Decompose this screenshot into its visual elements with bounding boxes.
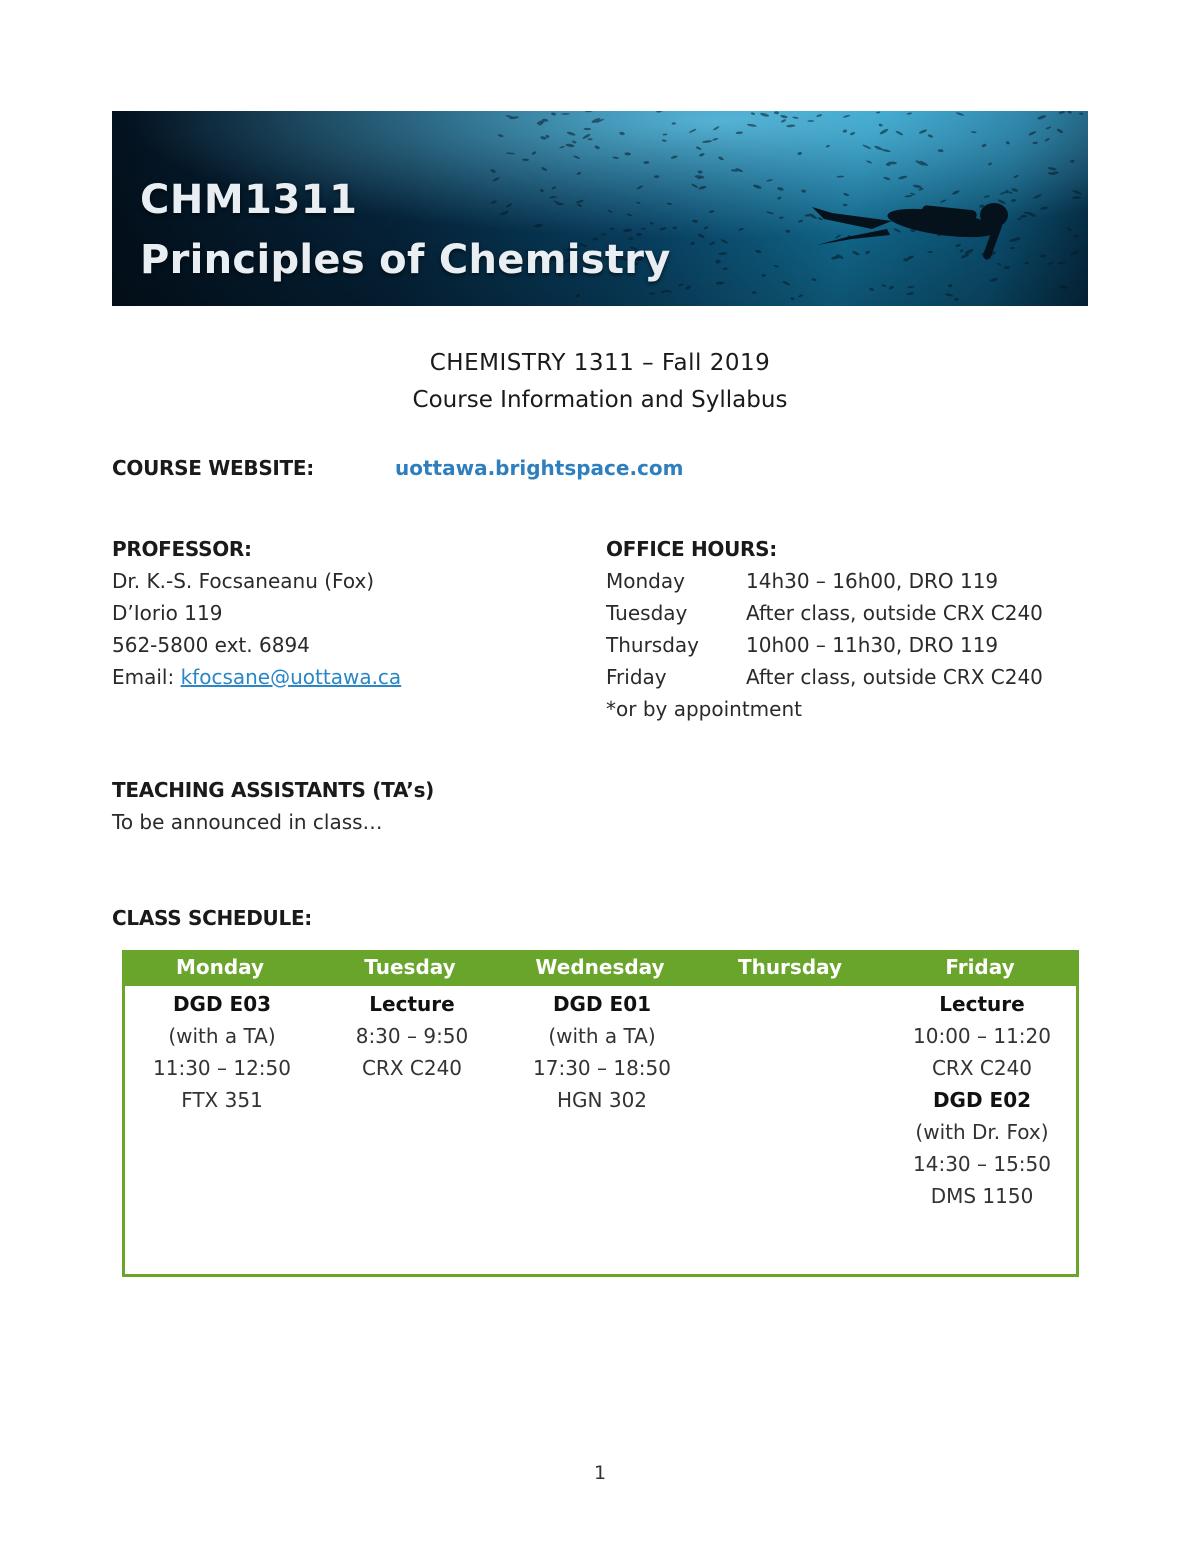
tas-label: TEACHING ASSISTANTS (TA’s) — [112, 778, 435, 802]
office-hours-day: Thursday — [606, 633, 699, 657]
banner-course-code: CHM1311 — [140, 177, 358, 223]
office-hours-note: *or by appointment — [606, 697, 802, 721]
session-room: CRX C240 — [931, 1056, 1033, 1080]
tas-text: To be announced in class… — [112, 810, 383, 834]
session-title: Lecture — [369, 992, 455, 1016]
session-time: 11:30 – 12:50 — [153, 1056, 291, 1080]
schedule-label: CLASS SCHEDULE: — [112, 906, 313, 930]
office-hours-time: 10h00 – 11h30, DRO 119 — [746, 633, 999, 657]
schedule-table — [122, 950, 1079, 1277]
banner-course-title: Principles of Chemistry — [140, 237, 671, 283]
session-detail: (with a TA) — [548, 1024, 656, 1048]
website-link[interactable]: uottawa.brightspace.com — [395, 456, 684, 480]
document-title: CHEMISTRY 1311 – Fall 2019 — [429, 350, 771, 376]
office-hours-time: 14h30 – 16h00, DRO 119 — [746, 569, 999, 593]
professor-label: PROFESSOR: — [112, 537, 252, 561]
session-time: 17:30 – 18:50 — [533, 1056, 671, 1080]
office-hours-time: After class, outside CRX C240 — [746, 665, 1043, 689]
schedule-day-header: Monday — [175, 955, 265, 979]
course-banner — [112, 111, 1088, 306]
schedule-cell-tuesday — [317, 988, 507, 1084]
professor-email-line — [112, 665, 401, 689]
website-label: COURSE WEBSITE: — [112, 456, 314, 480]
professor-office: D’Iorio 119 — [112, 601, 223, 625]
document-subtitle: Course Information and Syllabus — [412, 387, 788, 413]
schedule-day-header: Wednesday — [535, 955, 665, 979]
session-time: 10:00 – 11:20 — [913, 1024, 1051, 1048]
professor-name: Dr. K.-S. Focsaneanu (Fox) — [112, 569, 375, 593]
email-label: Email: — [112, 665, 181, 689]
schedule-day-header: Tuesday — [364, 955, 456, 979]
session-detail: (with Dr. Fox) — [915, 1120, 1049, 1144]
schedule-header-row — [125, 953, 1076, 986]
session-room: CRX C240 — [361, 1056, 463, 1080]
session-title: DGD E02 — [932, 1088, 1032, 1112]
session-title: DGD E01 — [552, 992, 652, 1016]
page-number: 1 — [593, 1462, 607, 1484]
session-room: HGN 302 — [556, 1088, 648, 1112]
schedule-day-header: Friday — [945, 955, 1015, 979]
office-hours-day: Friday — [606, 665, 667, 689]
session-room: FTX 351 — [181, 1088, 263, 1112]
office-hours-label: OFFICE HOURS: — [606, 537, 777, 561]
session-detail: (with a TA) — [168, 1024, 276, 1048]
professor-phone: 562-5800 ext. 6894 — [112, 633, 310, 657]
office-hours-day: Tuesday — [606, 601, 688, 625]
schedule-cell-friday — [887, 988, 1077, 1212]
schedule-day-header: Thursday — [737, 955, 843, 979]
professor-email-link[interactable]: kfocsane@uottawa.ca — [180, 665, 402, 689]
office-hours-day: Monday — [606, 569, 685, 593]
session-title: Lecture — [939, 992, 1025, 1016]
office-hours-time: After class, outside CRX C240 — [746, 601, 1043, 625]
schedule-cell-monday — [127, 988, 317, 1116]
session-title: DGD E03 — [172, 992, 272, 1016]
schedule-cell-wednesday — [507, 988, 697, 1116]
session-room: DMS 1150 — [930, 1184, 1034, 1208]
session-time: 14:30 – 15:50 — [913, 1152, 1051, 1176]
session-time: 8:30 – 9:50 — [355, 1024, 469, 1048]
